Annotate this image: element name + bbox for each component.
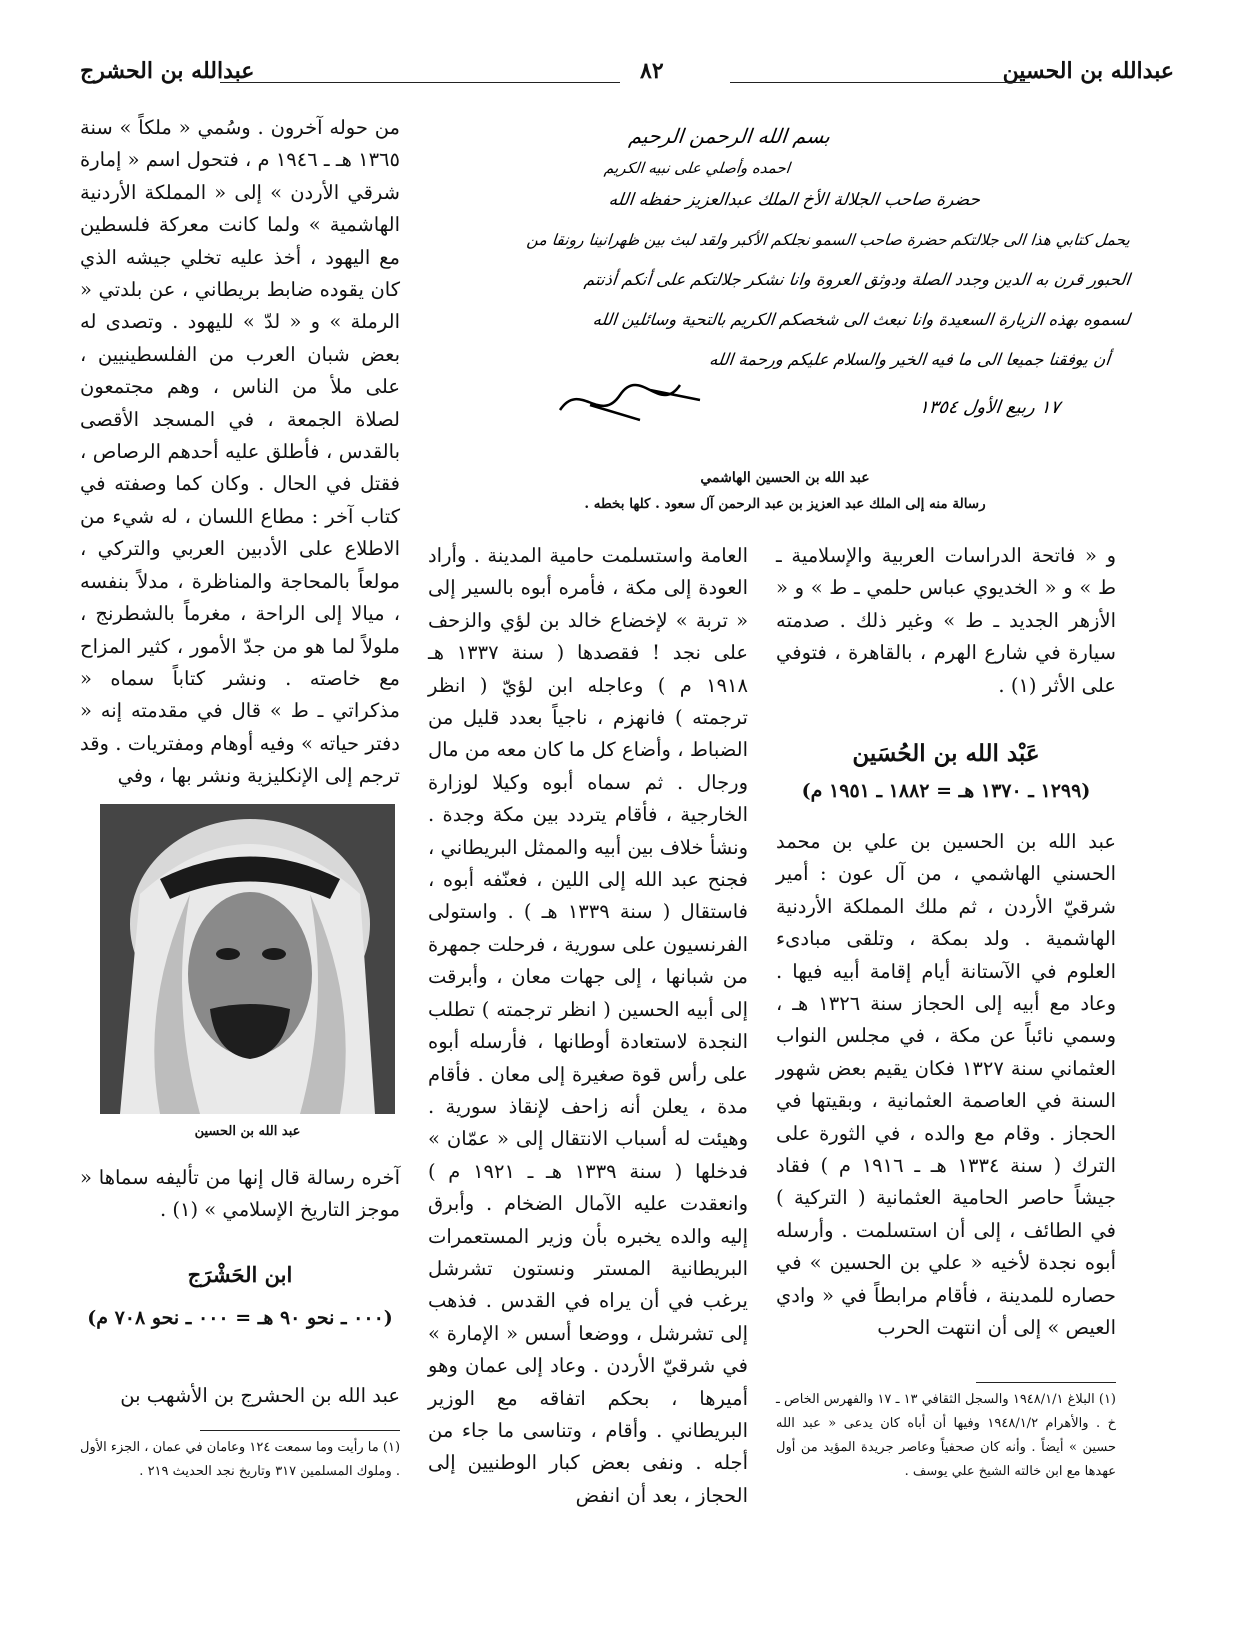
letter-line: يحمل كتابي هذا الى جلالتكم حضرة صاحب السمو نجلكم الأكبر ولقد لبث بين ظهرانينا رونقا من	[525, 231, 1131, 249]
biography-text	[776, 826, 1116, 1345]
letter-line: احمده وأصلي على نبيه الكريم	[603, 159, 791, 177]
footnote-left: (١) ما رأيت وما سمعت ١٢٤ وعامان في عمان ، الجزء الأول . وملوك المسلمين ٣١٧ وتاريخ نجد الحديث ٢١٩ .	[80, 1440, 401, 1479]
biography-text	[80, 1380, 400, 1412]
handwritten-letter	[440, 116, 1130, 476]
running-header	[80, 58, 1174, 98]
letter-line: حضرة صاحب الجلالة الأخ الملك عبدالعزيز حفظه الله	[607, 190, 982, 210]
paragraph: العامة واستسلمت حامية المدينة . وأراد العودة إلى مكة ، فأمره أبوه بالسير إلى « تربة » لإخضاع خالد بن لؤي والزحف على نجد ! فقصدها ( سنة ١٣٣٧ هـ ١٩١٨ م ) وعاجله ابن لؤيّ ( انظر ترجمته ) فانهزم ، ناجياً بعدد قليل من الضباط ، وأضاع كل ما كان معه من مال ورجال . ثم سماه أبوه وكيلا لوزارة الخارجية ، فأقام يتردد بين مكة وجدة . ونشأ خلاف بين أبيه والممثل البريطاني ، فجنح عبد الله إلى اللين ، فعنّفه أبوه ، فاستقال ( سنة ١٣٣٩ هـ ) . واستولى الفرنسيون على سورية ، فرحلت جمهرة من شبانها ، إلى جهات معان ، وأبرقت إلى أبيه الحسين ( انظر ترجمته ) تطلب النجدة لاستعادة أوطانها ، فأرسله أبوه على رأس قوة صغيرة إلى معان . فأقام مدة ، يعلن أنه زاحف لإنقاذ سورية . وهيئت له أسباب الانتقال إلى « عمّان » فدخلها ( سنة ١٣٣٩ هـ ـ ١٩٢١ م ) وانعقدت عليه الآمال الضخام . وأبرق إليه والده يخبره بأن وزير المستعمرات البريطانية المستر ونستون تشرشل يرغب في أن يراه في القدس . فذهب إلى تشرشل ، ووضعا أسس « الإمارة » في شرقيّ الأردن . وعاد إلى عمان وهو أميرها ، بحكم اتفاقه مع الوزير البريطاني . وأقام ، وتناسى ما جاء من أجله . ونفى بعض كبار الوطنيين إلى الحجاز ، بعد أن انفض	[428, 544, 748, 1507]
page-number: ٨٢	[640, 58, 664, 84]
footnote-rule	[976, 1382, 1116, 1383]
biography-years: (١٢٩٩ ـ ١٣٧٠ هـ = ١٨٨٢ ـ ١٩٥١ م)	[801, 780, 1091, 802]
letter-line: بسم الله الرحمن الرحيم	[627, 124, 832, 148]
paragraph: عبد الله بن الحسين بن علي بن محمد الحسني الهاشمي ، من آل عون : أمير شرقيّ الأردن ، ثم ملك المملكة الأردنية الهاشمية . ولد بمكة ، وتلقى مبادىء العلوم في الآستانة أيام إقامة أبيه فيها . وعاد مع أبيه إلى الحجاز سنة ١٣٢٦ هـ ، وسمي نائباً عن مكة ، في مجلس النواب العثماني سنة ١٣٢٧ فكان يقيم بعض شهور السنة في العاصمة العثمانية ، وبقيتها في الحجاز . وقام مع والده ، في الثورة على الترك ( سنة ١٣٣٤ هـ ـ ١٩١٦ م ) فقاد جيشاً حاصر الحامية العثمانية ( التركية ) في الطائف ، إلى أن استسلمت . وأرسله أبوه نجدة لأخيه « علي بن الحسين » في حصاره للمدينة ، فأقام مرابطاً في « وادي العيص » إلى أن انتهت الحرب	[776, 830, 1117, 1340]
paragraph: و « فاتحة الدراسات العربية والإسلامية ـ ط » و « الخديوي عباس حلمي ـ ط » و « الأزهر الجديد ـ ط » وغير ذلك . صدمته سيارة في شارع الهرم ، بالقاهرة ، فتوفي على الأثر (١) .	[776, 544, 1116, 697]
photo-caption: عبد الله بن الحسين	[194, 1124, 301, 1139]
header-rule-left	[220, 82, 620, 83]
portrait-photo	[100, 804, 395, 1114]
letter-line: لسموه بهذه الزيارة السعيدة وانا نبعث الى شخصكم الكريم بالتحية وسائلين الله	[591, 310, 1132, 329]
paragraph: آخره رسالة قال إنها من تأليفه سماها « موجز التاريخ الإسلامي » (١) .	[80, 1166, 400, 1222]
footnote-right: (١) البلاغ ١٩٤٨/١/١ والسجل الثقافي ١٣ ـ ١٧ والفهرس الخاص ـ خ . والأهرام ١٩٤٨/١/٢ وفيها أن أباه كان يدعى « عبد الله حسين » أيضاً . وأنه كان صحفياً وعاصر جريدة المؤيد من أول عهدها مع ابن خالته الشيخ علي يوسف .	[776, 1392, 1116, 1479]
biography-title: عَبْد الله بن الحُسَين	[852, 740, 1040, 767]
biography-title: ابن الحَشْرَج	[187, 1262, 293, 1287]
paragraph: من حوله آخرون . وسُمي « ملكاً » سنة ١٣٦٥ هـ ـ ١٩٤٦ م ، فتحول اسم « إمارة شرقي الأردن » إلى « المملكة الأردنية الهاشمية » ولما كانت معركة فلسطين مع اليهود ، أخذ عليه تخلي جيشه الذي كان يقوده ضابط بريطاني ، عن بلدتي « الرملة » و « لدّ » لليهود . وتصدى له بعض شبان العرب من الفلسطينيين ، على ملأ من الناس ، وهم مجتمعون لصلاة الجمعة ، في المسجد الأقصى بالقدس ، فأطلق عليه أحدهم الرصاص ، فقتل في الحال . وكان كما وصفته في كتاب آخر : مطاع اللسان ، له شيء من الاطلاع على الأدبين العربي والتركي ، مولعاً بالمحاجة والمناظرة ، مدلاً بنفسه ، ميالا إلى الراحة ، مغرماً بالشطرنج ، ملولاً لما هو من جدّ الأمور ، كثير المزاح مع خاصته . ونشر كتاباً سماه « مذكراتي ـ ط » قال في مقدمته إنه « دفتر حياته » وفيه أوهام ومفتريات . وقد ترجم إلى الإنكليزية ونشر بها ، وفي	[80, 116, 400, 788]
letter-line: الحبور قرن به الدين وجدد الصلة ودوثق العروة وانا نشكر جلالتكم على أنكم أذنتم	[583, 270, 1132, 289]
letter-caption: رسالة منه إلى الملك عبد العزيز بن عبد الرحمن آل سعود . كلها بخطه .	[584, 496, 986, 512]
right-column-top-text	[776, 540, 1116, 702]
header-rule-right	[730, 82, 1030, 83]
letter-line: أن يوفقنا جميعا الى ما فيه الخير والسلام عليكم ورحمة الله	[708, 350, 1112, 369]
middle-column-text	[428, 540, 748, 1512]
signature-mark	[550, 370, 710, 430]
portrait-image	[100, 804, 395, 1114]
header-left-title: عبدالله بن الحشرج	[80, 58, 255, 84]
letter-date: ١٧ ربيع الأول ١٣٥٤	[918, 397, 1062, 418]
header-right-title: عبدالله بن الحسين	[1002, 58, 1174, 84]
paragraph: عبد الله بن الحشرج بن الأشهب بن	[120, 1384, 400, 1407]
letter-signature-area	[440, 380, 1130, 440]
left-column-bottom-text	[80, 1162, 400, 1227]
letter-caption-name: عبد الله بن الحسين الهاشمي	[700, 470, 870, 486]
biography-years: (٠٠٠ ـ نحو ٩٠ هـ = ٠٠٠ ـ نحو ٧٠٨ م)	[87, 1307, 393, 1329]
footnote-rule	[200, 1430, 400, 1431]
left-column-text	[80, 112, 400, 793]
